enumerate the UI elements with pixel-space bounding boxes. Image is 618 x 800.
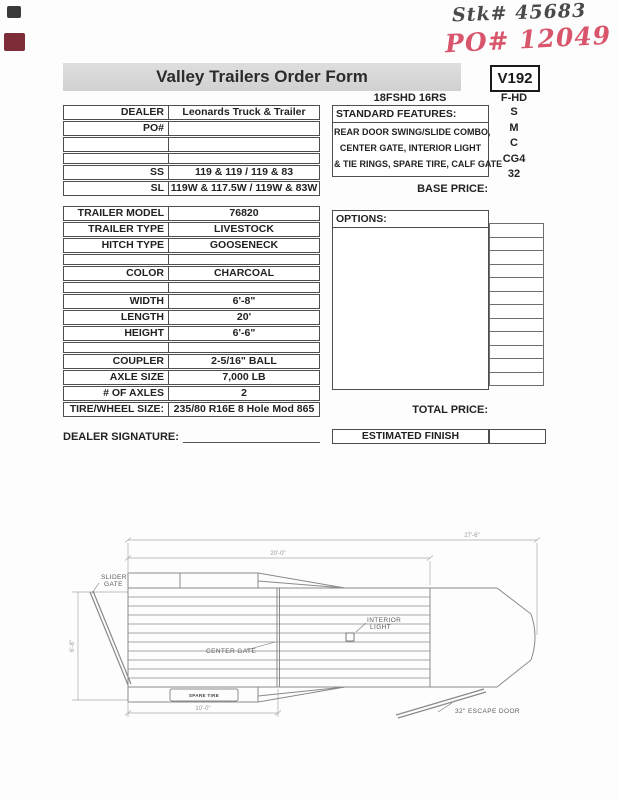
field-value: 7,000 LB	[222, 371, 266, 383]
hitch-code: F-HD	[500, 92, 528, 104]
slider-gate-label: SLIDER	[101, 574, 127, 581]
table-row	[63, 153, 320, 164]
field-label: HEIGHT	[64, 327, 169, 340]
table-row	[63, 266, 320, 281]
field-label	[64, 283, 169, 292]
left-table	[63, 105, 320, 418]
field-value: 2	[241, 387, 247, 399]
spare-tire-label: SPARE TIRE	[188, 693, 220, 698]
option-price-cell	[489, 291, 544, 306]
table-row	[63, 294, 320, 309]
field-value	[169, 122, 319, 135]
field-value: 20'	[236, 311, 252, 323]
options-header: OPTIONS:	[333, 211, 488, 228]
field-label: TRAILER TYPE	[64, 223, 169, 236]
interior-light-symbol	[346, 633, 354, 641]
trailer-drawing	[0, 515, 618, 775]
field-label: WIDTH	[64, 295, 169, 308]
table-row	[63, 121, 320, 136]
scan-artifact-mark	[7, 6, 21, 18]
interior-light-label: LIGHT	[370, 624, 392, 631]
dim-overall-length: 27'-6"	[464, 533, 480, 539]
standard-feature-line: & TIE RINGS, SPARE TIRE, CALF GATE	[334, 159, 503, 169]
field-value: 6'-6"	[232, 327, 256, 339]
field-label: PO#	[64, 122, 169, 135]
field-label: SL	[64, 182, 169, 195]
table-row	[63, 402, 320, 417]
table-row	[63, 222, 320, 237]
table-row	[63, 238, 320, 253]
field-value: Leonards Truck & Trailer	[182, 106, 306, 118]
handwritten-po-number: PO# 12049	[444, 20, 612, 59]
field-label: DEALER	[64, 106, 169, 119]
estimated-finish-cell	[489, 429, 546, 444]
field-label: TIRE/WHEEL SIZE:	[64, 403, 169, 416]
standard-feature-line: CENTER GATE, INTERIOR LIGHT	[339, 143, 482, 153]
field-label: # OF AXLES	[64, 387, 169, 400]
signature-line	[183, 429, 320, 443]
table-row	[63, 165, 320, 180]
table-row	[63, 342, 320, 353]
field-value: 2-5/16" BALL	[211, 355, 277, 367]
escape-door-label: 32" ESCAPE DOOR	[455, 708, 521, 715]
field-value	[169, 138, 319, 151]
table-row	[63, 386, 320, 401]
field-label	[64, 138, 169, 151]
dim-width: 6'-8"	[70, 640, 76, 652]
table-row	[63, 137, 320, 152]
option-price-cell	[489, 223, 544, 238]
total-price-label: TOTAL PRICE:	[412, 404, 488, 416]
field-label	[64, 343, 169, 352]
field-value: GOOSENECK	[209, 239, 279, 251]
field-label: TRAILER MODEL	[64, 207, 169, 220]
table-row	[63, 181, 320, 196]
option-price-cell	[489, 331, 544, 346]
model-code: 18FSHD 16RS	[373, 92, 447, 104]
feature-codes-column	[490, 105, 538, 183]
field-value: 235/80 R16E 8 Hole Mod 865	[173, 403, 315, 415]
field-value	[169, 154, 319, 163]
option-price-cell	[489, 358, 544, 373]
field-label: SS	[64, 166, 169, 179]
field-label: HITCH TYPE	[64, 239, 169, 252]
dealer-signature-row	[63, 428, 320, 443]
table-section-gap	[63, 197, 320, 205]
table-row	[63, 206, 320, 221]
feature-code: 32	[507, 168, 521, 180]
option-price-cell	[489, 372, 544, 387]
option-price-cell	[489, 264, 544, 279]
field-label	[64, 255, 169, 264]
field-value: 6'-8"	[232, 295, 256, 307]
feature-code: C	[510, 137, 518, 149]
feature-code: S	[510, 106, 518, 118]
field-label: COUPLER	[64, 355, 169, 368]
field-label: LENGTH	[64, 311, 169, 324]
table-row	[63, 354, 320, 369]
handwritten-stock-number: Stk# 45683	[451, 0, 587, 27]
field-label: AXLE SIZE	[64, 371, 169, 384]
table-row	[63, 282, 320, 293]
field-value	[169, 255, 319, 264]
option-price-cell	[489, 345, 544, 360]
interior-light-label: INTERIOR	[367, 617, 402, 624]
dim-body-length: 20'-0"	[270, 551, 286, 557]
option-price-cell	[489, 304, 544, 319]
slider-gate-lines	[90, 591, 131, 685]
dealer-signature-label: DEALER SIGNATURE:	[63, 431, 179, 443]
field-value	[169, 283, 319, 292]
table-row	[63, 370, 320, 385]
estimated-finish-box: ESTIMATED FINISH	[332, 429, 489, 444]
field-value: LIVESTOCK	[214, 223, 274, 235]
field-value: 119 & 119 / 119 & 83	[194, 166, 294, 178]
field-value: 119W & 117.5W / 119W & 83W	[170, 182, 318, 194]
trailer-outline	[128, 573, 535, 702]
slider-gate-label: GATE	[104, 581, 123, 588]
field-value	[169, 343, 319, 352]
standard-features-box	[332, 105, 503, 177]
option-price-cell	[489, 237, 544, 252]
field-label: COLOR	[64, 267, 169, 280]
option-price-cells	[489, 224, 544, 386]
options-box	[332, 210, 489, 390]
option-price-cell	[489, 250, 544, 265]
option-price-cell	[489, 318, 544, 333]
dim-rear-half: 10'-0"	[195, 706, 211, 712]
table-row	[63, 310, 320, 325]
dimension-lines	[72, 538, 540, 718]
scan-artifact-mark	[4, 33, 25, 51]
center-gate-label: CENTER GATE	[206, 648, 257, 655]
form-title: Valley Trailers Order Form	[63, 63, 461, 91]
base-price-label: BASE PRICE:	[417, 183, 488, 195]
field-value: 76820	[229, 207, 259, 219]
field-value: CHARCOAL	[213, 267, 275, 279]
table-row	[63, 254, 320, 265]
option-price-cell	[489, 277, 544, 292]
standard-features-header: STANDARD FEATURES:	[333, 106, 488, 123]
form-code-box: V192	[490, 65, 540, 92]
leader-lines	[92, 583, 452, 712]
feature-code: CG4	[502, 152, 526, 165]
table-row	[63, 105, 320, 120]
standard-feature-line: REAR DOOR SWING/SLIDE COMBO,	[334, 127, 491, 137]
field-label	[64, 154, 169, 163]
table-row	[63, 326, 320, 341]
feature-code: M	[509, 121, 519, 134]
